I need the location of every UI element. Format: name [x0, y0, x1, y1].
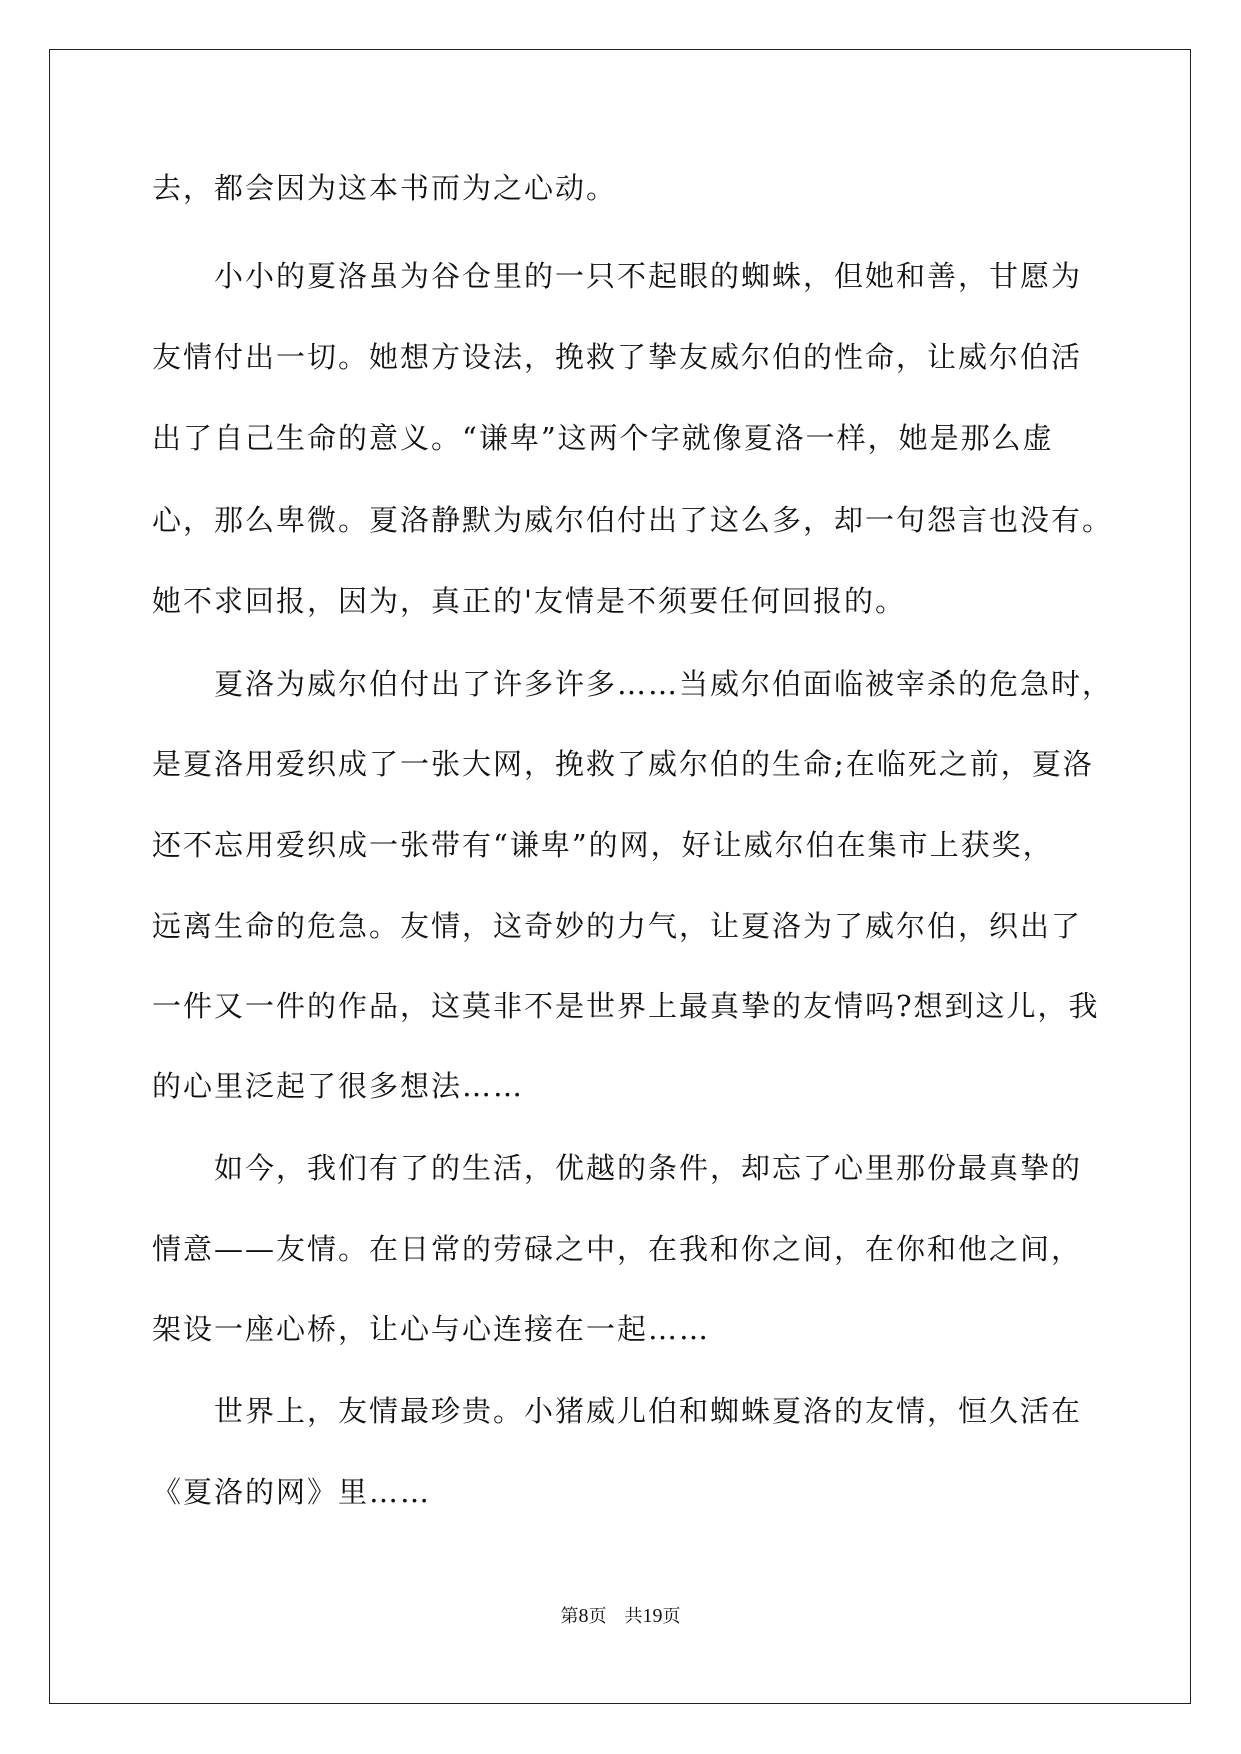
text-line: 心，那么卑微。夏洛静默为威尔伯付出了这么多，却一句怨言也没有。	[152, 503, 1114, 537]
page-border	[49, 49, 1191, 1704]
text-line: 架设一座心桥，让心与心连接在一起……	[152, 1312, 711, 1346]
page-prefix: 第	[560, 1606, 579, 1627]
page-number: 8	[578, 1605, 589, 1627]
text-line: 《夏洛的网》里……	[152, 1475, 432, 1509]
text-line: 一件又一件的作品，这莫非不是世界上最真挚的友情吗?想到这儿，我	[152, 989, 1100, 1023]
text-line: 友情付出一切。她想方设法，挽救了挚友威尔伯的性命，让威尔伯活	[152, 340, 1083, 374]
total-pages: 19	[642, 1605, 663, 1627]
page-suffix: 页	[588, 1606, 607, 1627]
text-line: 情意——友情。在日常的劳碌之中，在我和你之间，在你和他之间，	[152, 1232, 1083, 1266]
paragraph-start-line: 夏洛为威尔伯付出了许多许多……当威尔伯面临被宰杀的危急时，	[214, 667, 1114, 701]
page-footer	[0, 1605, 1241, 1628]
text-line: 的心里泛起了很多想法……	[152, 1069, 525, 1103]
paragraph-start-line: 如今，我们有了的生活，优越的条件，却忘了心里那份最真挚的	[214, 1151, 1083, 1185]
text-line: 是夏洛用爱织成了一张大网，挽救了威尔伯的生命;在临死之前，夏洛	[152, 747, 1094, 781]
total-suffix: 页	[662, 1606, 681, 1627]
text-line: 出了自己生命的意义。“谦卑”这两个字就像夏洛一样，她是那么虚	[152, 421, 1054, 455]
paragraph-start-line: 世界上，友情最珍贵。小猪威儿伯和蜘蛛夏洛的友情，恒久活在	[214, 1394, 1083, 1428]
text-line: 她不求回报，因为，真正的'友情是不须要任何回报的。	[152, 584, 906, 618]
paragraph-start-line: 小小的夏洛虽为谷仓里的一只不起眼的蜘蛛，但她和善，甘愿为	[214, 259, 1083, 293]
text-line: 远离生命的危急。友情，这奇妙的力气，让夏洛为了威尔伯，织出了	[152, 909, 1083, 943]
text-line: 还不忘用爱织成一张带有“谦卑”的网，好让威尔伯在集市上获奖，	[152, 828, 1054, 862]
total-prefix: 共	[624, 1606, 643, 1627]
text-line: 去，都会因为这本书而为之心动。	[152, 171, 618, 205]
